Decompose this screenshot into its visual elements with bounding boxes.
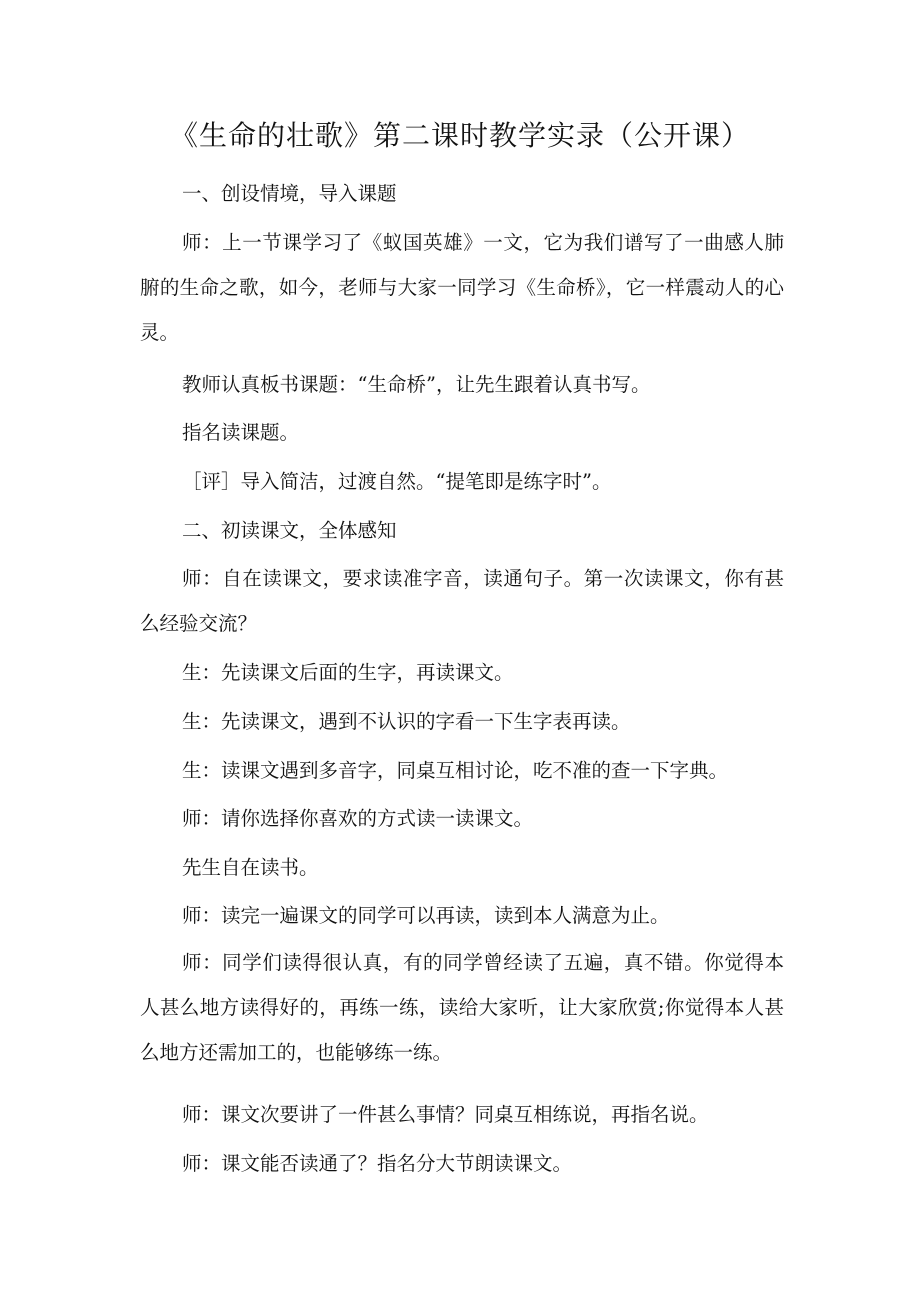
document-title: 《生命的壮歌》第二课时教学实录（公开课） [169, 119, 750, 152]
paragraph: 指名读课题。 [182, 421, 300, 444]
paragraph: 生：先读课文后面的生字，再读课文。 [182, 661, 514, 684]
paragraph: 师：请你选择你喜欢的方式读一读课文。 [182, 807, 534, 830]
section-heading-1: 一、创设情境，导入课题 [182, 182, 397, 205]
paragraph: 师：课文次要讲了一件甚么事情？同桌互相练说，再指名说。 [182, 1103, 709, 1126]
paragraph: 师：读完一遍课文的同学可以再读，读到本人满意为止。 [182, 904, 670, 927]
paragraph: 生：读课文遇到多音字，同桌互相讨论，吃不准的查一下字典。 [182, 759, 729, 782]
paragraph: 师：课文能否读通了？指名分大节朗读课文。 [182, 1152, 573, 1175]
paragraph: 师：自在读课文，要求读准字音，读通句子。第一次读课文，你有甚么经验交流？ [140, 567, 784, 635]
paragraph: 生：先读课文，遇到不认识的字看一下生字表再读。 [182, 710, 631, 733]
review-note: ［评］导入简洁，过渡自然。“提笔即是练字时”。 [182, 470, 612, 493]
paragraph: 师：上一节课学习了《蚁国英雄》一文，它为我们谱写了一曲感人肺腑的生命之歌，如今，老师与大家一同学习《生命桥》，它一样震动人的心灵。 [140, 231, 784, 344]
paragraph: 教师认真板书课题：“生命桥”，让先生跟着认真书写。 [182, 373, 651, 396]
paragraph: 先生自在读书。 [182, 856, 319, 879]
paragraph: 师：同学们读得很认真，有的同学曾经读了五遍，真不错。你觉得本人甚么地方读得好的，再练一练，读给大家听，让大家欣赏;你觉得本人甚么地方还需加工的，也能够练一练。 [140, 951, 784, 1064]
section-heading-2: 二、初读课文，全体感知 [182, 519, 397, 542]
